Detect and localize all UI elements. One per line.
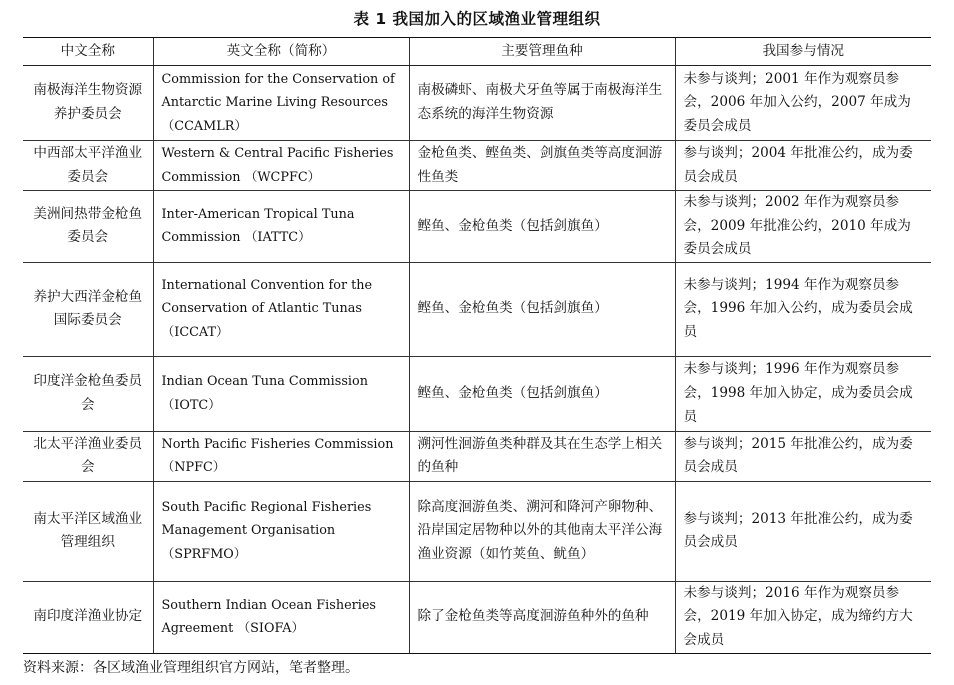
table-row xyxy=(23,581,931,653)
cell-en-name: South Pacific Regional Fisheries Management Organisation （SPRFMO） xyxy=(153,481,409,581)
cell-participation: 未参与谈判；2001 年作为观察员参会，2006 年加入公约，2007 年成为委员会成员 xyxy=(675,66,931,141)
cell-en-name: North Pacific Fisheries Commission （NPFC） xyxy=(153,431,409,481)
source-note: 资料来源：各区域渔业管理组织官方网站，笔者整理。 xyxy=(23,660,359,676)
cell-en-name: Commission for the Conservation of Antarctic Marine Living Resources （CCAMLR） xyxy=(153,66,409,141)
cell-participation: 未参与谈判；1994 年作为观察员参会，1996 年加入公约，成为委员会成员 xyxy=(675,262,931,356)
cell-species: 南极磷虾、南极犬牙鱼等属于南极海洋生态系统的海洋生物资源 xyxy=(409,66,675,141)
table-row xyxy=(23,262,931,356)
table-row xyxy=(23,356,931,431)
cell-cn-name: 南印度洋渔业协定 xyxy=(23,581,153,653)
cell-en-name: Indian Ocean Tuna Commission （IOTC） xyxy=(153,356,409,431)
cell-cn-name: 北太平洋渔业委员会 xyxy=(23,431,153,481)
header-species: 主要管理鱼种 xyxy=(409,38,675,66)
cell-en-name: Western & Central Pacific Fisheries Commission （WCPFC） xyxy=(153,141,409,191)
cell-cn-name: 美洲间热带金枪鱼委员会 xyxy=(23,191,153,263)
cell-participation: 参与谈判；2013 年批准公约，成为委员会成员 xyxy=(675,481,931,581)
cell-participation: 未参与谈判；1996 年作为观察员参会，1998 年加入协定，成为委员会成员 xyxy=(675,356,931,431)
cell-species: 鲣鱼、金枪鱼类（包括剑旗鱼） xyxy=(409,356,675,431)
cell-cn-name: 养护大西洋金枪鱼国际委员会 xyxy=(23,262,153,356)
cell-cn-name: 中西部太平洋渔业委员会 xyxy=(23,141,153,191)
cell-cn-name: 印度洋金枪鱼委员会 xyxy=(23,356,153,431)
cell-species: 鲣鱼、金枪鱼类（包括剑旗鱼） xyxy=(409,191,675,263)
cell-en-name: Southern Indian Ocean Fisheries Agreement （SIOFA） xyxy=(153,581,409,653)
cell-en-name: Inter-American Tropical Tuna Commission （IATTC） xyxy=(153,191,409,263)
rfmo-table xyxy=(23,37,931,654)
cell-species: 溯河性洄游鱼类种群及其在生态学上相关的鱼种 xyxy=(409,431,675,481)
cell-cn-name: 南极海洋生物资源养护委员会 xyxy=(23,66,153,141)
cell-participation: 未参与谈判；2002 年作为观察员参会，2009 年批准公约，2010 年成为委员会成员 xyxy=(675,191,931,263)
cell-participation: 参与谈判；2015 年批准公约，成为委员会成员 xyxy=(675,431,931,481)
table-row xyxy=(23,66,931,141)
header-cn-name: 中文全称 xyxy=(23,38,153,66)
cell-cn-name: 南太平洋区域渔业管理组织 xyxy=(23,481,153,581)
cell-species: 鲣鱼、金枪鱼类（包括剑旗鱼） xyxy=(409,262,675,356)
cell-species: 除高度洄游鱼类、溯河和降河产卵物种、沿岸国定居物种以外的其他南太平洋公海渔业资源（如竹荚鱼、鱿鱼） xyxy=(409,481,675,581)
header-participation: 我国参与情况 xyxy=(675,38,931,66)
cell-en-name: International Convention for the Conservation of Atlantic Tunas （ICCAT） xyxy=(153,262,409,356)
cell-participation: 未参与谈判；2016 年作为观察员参会，2019 年加入协定，成为缔约方大会成员 xyxy=(675,581,931,653)
cell-participation: 参与谈判；2004 年批准公约，成为委员会成员 xyxy=(675,141,931,191)
table-row xyxy=(23,431,931,481)
table-title: 表 1 我国加入的区域渔业管理组织 xyxy=(353,10,601,28)
cell-species: 除了金枪鱼类等高度洄游鱼种外的鱼种 xyxy=(409,581,675,653)
table-row xyxy=(23,191,931,263)
table-row xyxy=(23,481,931,581)
header-row xyxy=(23,38,931,66)
header-en-name: 英文全称（简称） xyxy=(153,38,409,66)
cell-species: 金枪鱼类、鲣鱼类、剑旗鱼类等高度洄游性鱼类 xyxy=(409,141,675,191)
table-row xyxy=(23,141,931,191)
